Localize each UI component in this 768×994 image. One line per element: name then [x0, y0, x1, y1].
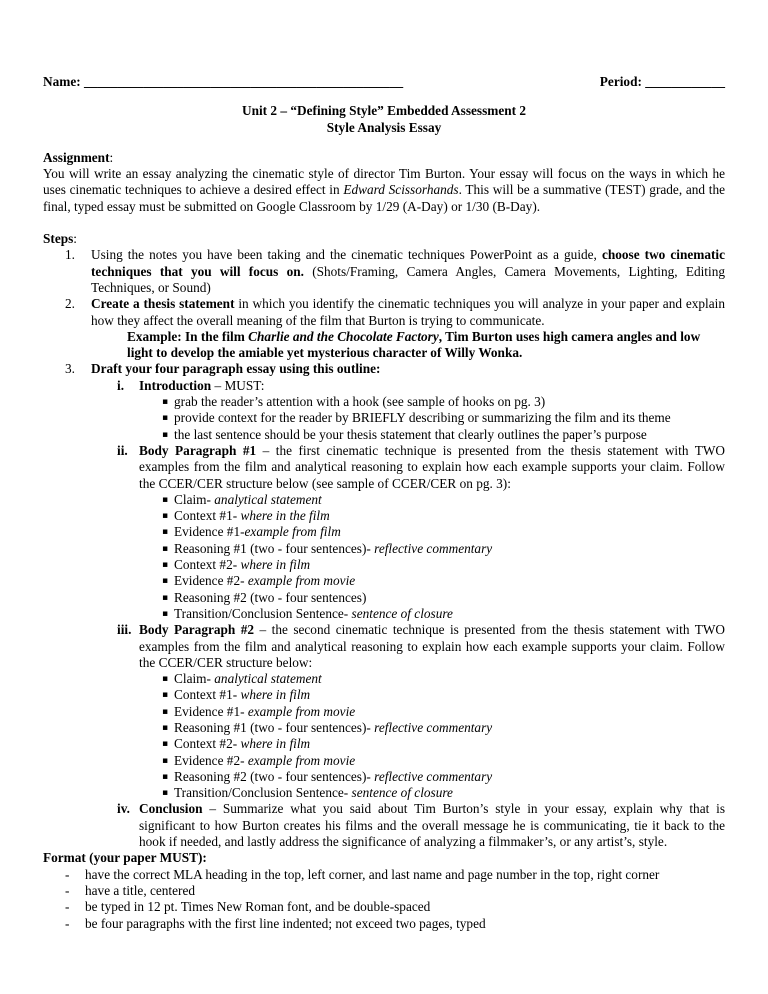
bullet-text: Evidence #2- example from movie: [174, 752, 356, 768]
bullet-icon: ▪: [162, 413, 169, 424]
title-line-1: Unit 2 – “Defining Style” Embedded Assessment 2: [241, 103, 527, 119]
step-number: 3.: [65, 361, 75, 377]
outline-bullet: [162, 606, 725, 622]
format-text: have the correct MLA heading in the top, left corner, and last name and page number in the top, right corner: [85, 866, 660, 882]
outline-bullet: [162, 590, 725, 606]
bullet-text: Reasoning #1 (two - four sentences)- reflective commentary: [174, 540, 493, 556]
bullet-icon: ▪: [162, 788, 169, 799]
name-label: Name:: [43, 74, 81, 89]
period-blank-line: ____________: [641, 74, 725, 89]
outline-item-iii: [117, 622, 725, 671]
outline-item-ii: [117, 443, 725, 492]
period-field: [600, 74, 725, 90]
bullet-icon: ▪: [162, 722, 169, 733]
format-item: [65, 916, 725, 932]
outline-bullet: [162, 704, 725, 720]
outline-text: Introduction – MUST:: [139, 377, 265, 393]
name-period-row: [43, 74, 725, 90]
bullet-icon: ▪: [162, 608, 169, 619]
format-item: [65, 867, 725, 883]
bullet-text: Context #1- where in the film: [174, 508, 330, 524]
bullet-icon: ▪: [162, 576, 169, 587]
outline-numeral: i.: [117, 377, 125, 393]
bullet-text: grab the reader’s attention with a hook (see sample of hooks on pg. 3): [174, 394, 546, 410]
bullet-icon: ▪: [162, 706, 169, 717]
bullet-icon: ▪: [162, 674, 169, 685]
bullet-icon: ▪: [162, 560, 169, 571]
bullet-icon: ▪: [162, 771, 169, 782]
assignment-heading: Assignment:: [43, 149, 114, 165]
format-item: [65, 899, 725, 915]
bullet-icon: ▪: [162, 494, 169, 505]
format-heading: Format (your paper MUST):: [43, 850, 207, 866]
format-item: [65, 883, 725, 899]
bullet-text: Reasoning #2 (two - four sentences)- reflective commentary: [174, 768, 493, 784]
bullet-icon: ▪: [162, 511, 169, 522]
step-text: Draft your four paragraph essay using this outline:: [91, 361, 381, 377]
outline-text: Conclusion – Summarize what you said about Tim Burton’s style in your essay, explain why that is significant to how Burton creates his films and the overall message he is communicating, tie it back to the hook if needed, and lastly address the significance of analyzing a filmmaker’s, or any artist’s, style.: [139, 801, 725, 850]
bullet-icon: ▪: [162, 592, 169, 603]
period-label: Period:: [599, 74, 642, 89]
bullet-text: Context #2- where in film: [174, 557, 311, 573]
outline-text: Body Paragraph #1 – the first cinematic technique is presented from the thesis statement with TWO examples from the film and analytical reasoning to explain how each example supports your claim. Follow the CCER/CER structure below (see sample of CCER/CER on pg. 3):: [139, 442, 725, 491]
bullet-text: Context #2- where in film: [174, 736, 311, 752]
assignment-body: You will write an essay analyzing the cinematic style of director Tim Burton. Your essay will focus on the ways in which he uses cinematic techniques to achieve a desired effect in Edward Scissorhands. This will be a summative (TEST) grade, and the final, typed essay must be submitted on Google Classroom by 1/29 (A-Day) or 1/30 (B-Day).: [43, 166, 725, 214]
outline-bullet: [162, 394, 725, 410]
outline-bullet: [162, 557, 725, 573]
outline-bullet: [162, 671, 725, 687]
bullet-text: Context #1- where in film: [174, 687, 311, 703]
format-text: have a title, centered: [85, 882, 196, 898]
bullet-text: Transition/Conclusion Sentence- sentence of closure: [174, 785, 453, 801]
bullet-text: Reasoning #2 (two - four sentences): [174, 589, 367, 605]
outline-bullet: [162, 720, 725, 736]
dash-marker: -: [65, 899, 70, 915]
outline-bullet: [162, 541, 725, 557]
outline-item-i: [117, 378, 725, 394]
outline-bullet: [162, 736, 725, 752]
outline-bullet: [162, 410, 725, 426]
outline-bullet: [162, 573, 725, 589]
step-number: 1.: [65, 247, 75, 263]
outline-text: Body Paragraph #2 – the second cinematic technique is presented from the thesis statement with TWO examples from the film and analytical reasoning to explain how each example supports your claim. Follow the CCER/CER structure below:: [139, 622, 725, 670]
name-field: [43, 74, 403, 90]
format-text: be typed in 12 pt. Times New Roman font, and be double-spaced: [85, 899, 431, 915]
outline-numeral: ii.: [117, 442, 128, 458]
document-title: [43, 103, 725, 136]
bullet-text: Transition/Conclusion Sentence- sentence of closure: [174, 605, 453, 621]
bullet-text: Reasoning #1 (two - four sentences)- reflective commentary: [174, 719, 493, 735]
outline-numeral: iv.: [117, 801, 130, 817]
outline-numeral: iii.: [117, 622, 132, 638]
bullet-icon: ▪: [162, 690, 169, 701]
format-text: be four paragraphs with the first line indented; not exceed two pages, typed: [85, 915, 486, 931]
bullet-icon: ▪: [162, 543, 169, 554]
dash-marker: -: [65, 915, 70, 931]
dash-marker: -: [65, 882, 70, 898]
step-text: Create a thesis statement in which you identify the cinematic techniques you will analyze in your paper and explain how they affect the overall meaning of the film that Burton is trying to communicate.: [91, 296, 725, 328]
steps-heading: Steps:: [43, 231, 77, 247]
bullet-icon: ▪: [162, 429, 169, 440]
step-item-2: [65, 296, 725, 329]
outline-bullet: [162, 753, 725, 769]
bullet-text: Evidence #2- example from movie: [174, 573, 356, 589]
bullet-text: Evidence #1-example from film: [174, 524, 341, 540]
outline-bullet: [162, 524, 725, 540]
bullet-text: provide context for the reader by BRIEFLY describing or summarizing the film and its theme: [174, 410, 671, 426]
thesis-example: Example: In the film Charlie and the Chocolate Factory, Tim Burton uses high camera angles and low light to develop the amiable yet mysterious character of Willy Wonka.: [127, 328, 701, 361]
outline-bullet: [162, 687, 725, 703]
name-blank-line: ________________________________________________: [80, 74, 404, 89]
bullet-icon: ▪: [162, 755, 169, 766]
bullet-text: Claim- analytical statement: [174, 671, 322, 687]
title-line-2: Style Analysis Essay: [326, 119, 442, 135]
step-item-1: [65, 247, 725, 296]
dash-marker: -: [65, 866, 70, 882]
step-item-3: [65, 361, 725, 377]
step-text: Using the notes you have been taking and the cinematic techniques PowerPoint as a guide, choose two cinematic techniques that you will focus on. (Shots/Framing, Camera Angles, Camera Movements, Lighting, Editing Techniques, or Sound): [91, 247, 726, 295]
bullet-text: Evidence #1- example from movie: [174, 703, 356, 719]
bullet-text: Claim- analytical statement: [174, 491, 322, 507]
bullet-text: the last sentence should be your thesis statement that clearly outlines the paper’s purpose: [174, 426, 647, 442]
bullet-icon: ▪: [162, 527, 169, 538]
outline-bullet: [162, 492, 725, 508]
outline-bullet: [162, 769, 725, 785]
outline-bullet: [162, 508, 725, 524]
bullet-icon: ▪: [162, 397, 169, 408]
bullet-icon: ▪: [162, 739, 169, 750]
outline-item-iv: [117, 801, 725, 850]
outline-bullet: [162, 427, 725, 443]
step-number: 2.: [65, 296, 75, 312]
outline-bullet: [162, 785, 725, 801]
